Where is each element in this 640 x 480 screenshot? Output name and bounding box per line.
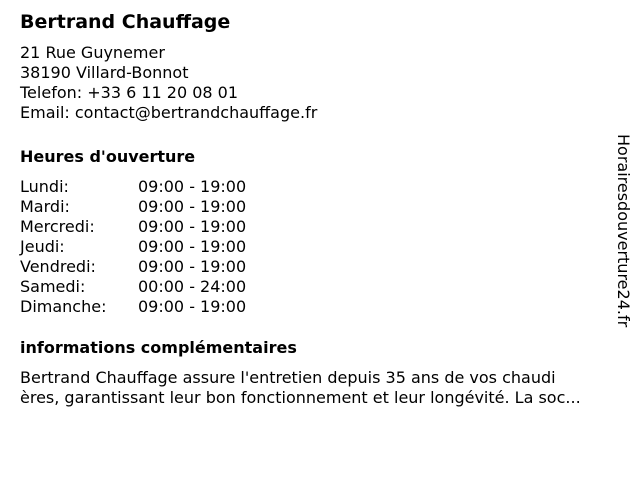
hours-day: Samedi: — [20, 277, 86, 296]
hours-time: 09:00 - 19:00 — [138, 217, 247, 236]
hours-day: Vendredi: — [20, 257, 96, 276]
info-heading: informations complémentaires — [20, 338, 297, 357]
info-description — [20, 368, 612, 408]
email-line: Email: contact@bertrandchauffage.fr — [20, 103, 318, 122]
hours-heading: Heures d'ouverture — [20, 147, 196, 166]
business-card — [20, 10, 612, 408]
info-line-1: Bertrand Chauffage assure l'entretien depuis 35 ans de vos chaudi — [20, 368, 556, 387]
hours-row-monday — [20, 177, 612, 197]
hours-time: 09:00 - 19:00 — [138, 197, 247, 216]
hours-time: 09:00 - 19:00 — [138, 257, 247, 276]
hours-row-sunday — [20, 297, 612, 317]
hours-row-wednesday — [20, 217, 612, 237]
hours-row-thursday — [20, 237, 612, 257]
hours-row-friday — [20, 257, 612, 277]
hours-time: 00:00 - 24:00 — [138, 277, 247, 296]
hours-day: Mercredi: — [20, 217, 95, 236]
hours-table — [20, 177, 612, 317]
hours-day: Mardi: — [20, 197, 70, 216]
business-name: Bertrand Chauffage — [20, 11, 231, 33]
site-watermark: Horairesdouverture24.fr — [614, 134, 633, 328]
info-line-2: ères, garantissant leur bon fonctionnement et leur longévité. La soc... — [20, 388, 581, 407]
hours-row-saturday — [20, 277, 612, 297]
address-street: 21 Rue Guynemer — [20, 43, 165, 62]
hours-day: Dimanche: — [20, 297, 107, 316]
hours-day: Lundi: — [20, 177, 69, 196]
hours-row-tuesday — [20, 197, 612, 217]
phone-line: Telefon: +33 6 11 20 08 01 — [20, 83, 239, 102]
hours-day: Jeudi: — [20, 237, 65, 256]
address-city: 38190 Villard-Bonnot — [20, 63, 189, 82]
hours-time: 09:00 - 19:00 — [138, 297, 247, 316]
hours-time: 09:00 - 19:00 — [138, 177, 247, 196]
hours-time: 09:00 - 19:00 — [138, 237, 247, 256]
